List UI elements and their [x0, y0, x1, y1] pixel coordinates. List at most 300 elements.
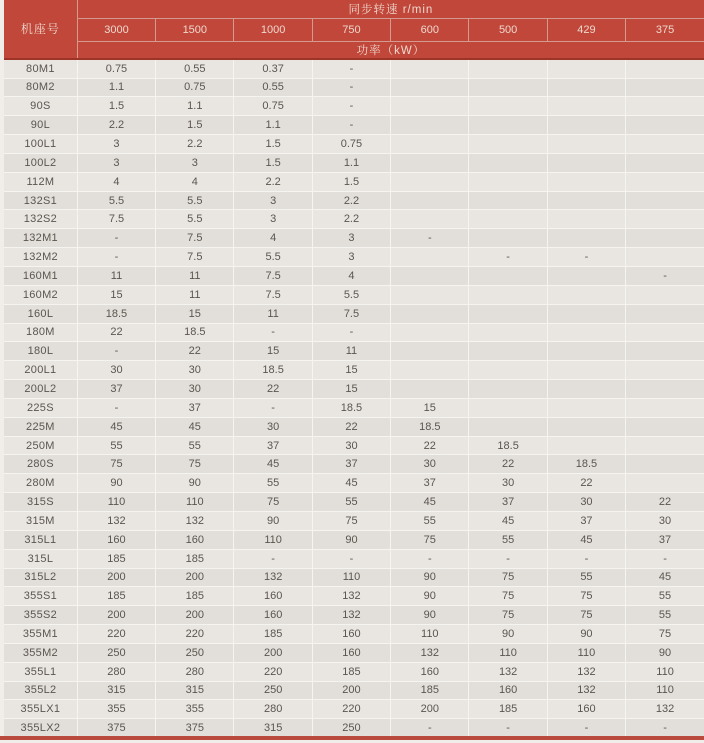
power-value-cell: 1.5 [77, 97, 155, 116]
power-value-cell: 55 [391, 511, 469, 530]
power-value-cell [626, 153, 704, 172]
power-value-cell [626, 78, 704, 97]
table-row [4, 398, 704, 417]
power-value-cell [391, 380, 469, 399]
power-value-cell: 75 [469, 587, 547, 606]
power-value-cell: 160 [234, 587, 312, 606]
frame-size-cell: 132S1 [4, 191, 77, 210]
power-value-cell: 45 [469, 511, 547, 530]
power-value-cell: - [391, 549, 469, 568]
power-value-cell: 30 [77, 361, 155, 380]
power-value-cell [391, 116, 469, 135]
power-value-cell: 30 [547, 493, 625, 512]
power-value-cell: - [469, 549, 547, 568]
table-row [4, 719, 704, 737]
power-value-cell [391, 304, 469, 323]
power-value-cell: 22 [312, 417, 390, 436]
power-value-cell: 315 [77, 681, 155, 700]
power-value-cell: 185 [156, 587, 234, 606]
power-value-cell [547, 342, 625, 361]
power-value-cell: 110 [312, 568, 390, 587]
power-value-cell: 200 [77, 606, 155, 625]
table-row [4, 700, 704, 719]
table-row [4, 135, 704, 154]
power-value-cell: 0.37 [234, 59, 312, 79]
table-row [4, 643, 704, 662]
table-row [4, 530, 704, 549]
power-value-cell: 110 [234, 530, 312, 549]
power-value-cell: 45 [547, 530, 625, 549]
power-value-cell: 185 [77, 549, 155, 568]
table-row [4, 116, 704, 135]
power-value-cell: 280 [234, 700, 312, 719]
power-value-cell: 185 [77, 587, 155, 606]
frame-size-cell: 80M1 [4, 59, 77, 79]
power-value-cell: 220 [77, 625, 155, 644]
power-value-cell: 160 [312, 643, 390, 662]
frame-size-cell: 80M2 [4, 78, 77, 97]
power-value-cell: 30 [156, 361, 234, 380]
power-value-cell [547, 135, 625, 154]
power-value-cell: 4 [77, 172, 155, 191]
power-value-cell: 185 [469, 700, 547, 719]
speed-column-header: 750 [312, 18, 390, 41]
power-value-cell: 37 [469, 493, 547, 512]
power-value-cell [547, 436, 625, 455]
power-value-cell: 132 [391, 643, 469, 662]
power-value-cell: 110 [469, 643, 547, 662]
power-value-cell [547, 380, 625, 399]
power-value-cell: 200 [312, 681, 390, 700]
table-row [4, 417, 704, 436]
frame-size-cell: 355LX1 [4, 700, 77, 719]
power-value-cell: 18.5 [77, 304, 155, 323]
power-value-cell: 55 [547, 568, 625, 587]
power-value-cell: - [391, 719, 469, 737]
power-value-cell [391, 248, 469, 267]
frame-size-cell: 355L2 [4, 681, 77, 700]
power-value-cell [469, 361, 547, 380]
frame-size-cell: 315L [4, 549, 77, 568]
power-value-cell [391, 361, 469, 380]
power-value-cell: 355 [156, 700, 234, 719]
power-value-cell: 55 [312, 493, 390, 512]
frame-size-cell: 355L1 [4, 662, 77, 681]
power-value-cell: 2.2 [312, 191, 390, 210]
table-row [4, 606, 704, 625]
power-value-cell [547, 398, 625, 417]
power-value-cell [547, 59, 625, 79]
power-value-cell: 132 [547, 662, 625, 681]
power-value-cell: 5.5 [77, 191, 155, 210]
power-value-cell: 1.1 [312, 153, 390, 172]
power-value-cell: 5.5 [234, 248, 312, 267]
table-row [4, 153, 704, 172]
power-value-cell [547, 304, 625, 323]
power-value-cell: 1.5 [234, 135, 312, 154]
power-value-cell: - [312, 97, 390, 116]
page-bottom-rule [0, 736, 704, 740]
power-value-cell: 22 [234, 380, 312, 399]
power-value-cell: 132 [77, 511, 155, 530]
table-row [4, 380, 704, 399]
power-value-cell: 1.1 [77, 78, 155, 97]
power-value-cell: - [547, 549, 625, 568]
power-value-cell: 18.5 [234, 361, 312, 380]
power-value-cell: 90 [77, 474, 155, 493]
power-value-cell: 1.5 [312, 172, 390, 191]
header-row-power-label [4, 41, 704, 59]
power-value-cell [626, 229, 704, 248]
power-value-cell [547, 116, 625, 135]
power-value-cell: 160 [234, 606, 312, 625]
power-value-cell: 90 [469, 625, 547, 644]
power-value-cell [547, 172, 625, 191]
power-value-cell: 18.5 [469, 436, 547, 455]
power-value-cell [469, 172, 547, 191]
frame-size-cell: 100L2 [4, 153, 77, 172]
frame-size-cell: 90S [4, 97, 77, 116]
power-value-cell: 5.5 [156, 191, 234, 210]
power-value-cell: - [547, 248, 625, 267]
frame-size-cell: 200L1 [4, 361, 77, 380]
power-value-cell: 132 [547, 681, 625, 700]
power-value-cell: 11 [156, 285, 234, 304]
power-value-cell [469, 398, 547, 417]
power-value-cell [547, 78, 625, 97]
power-value-cell [626, 191, 704, 210]
power-value-cell: 11 [156, 267, 234, 286]
table-row [4, 587, 704, 606]
power-value-cell: 37 [391, 474, 469, 493]
power-value-cell: 7.5 [156, 248, 234, 267]
power-value-cell: 7.5 [234, 285, 312, 304]
power-value-cell: 55 [626, 606, 704, 625]
power-value-cell [626, 380, 704, 399]
power-value-cell: 0.55 [234, 78, 312, 97]
power-value-cell: 4 [156, 172, 234, 191]
power-value-cell: 22 [626, 493, 704, 512]
power-value-cell: 22 [547, 474, 625, 493]
power-value-cell: 185 [156, 549, 234, 568]
power-value-cell: 200 [234, 643, 312, 662]
speed-column-header: 3000 [77, 18, 155, 41]
power-value-cell: 160 [469, 681, 547, 700]
power-value-cell: 15 [312, 380, 390, 399]
power-value-cell: 1.1 [234, 116, 312, 135]
power-value-cell: 75 [77, 455, 155, 474]
frame-size-cell: 225M [4, 417, 77, 436]
power-value-cell: 1.5 [234, 153, 312, 172]
power-value-cell: 132 [234, 568, 312, 587]
power-value-cell: 55 [234, 474, 312, 493]
table-row [4, 568, 704, 587]
power-value-cell: 90 [626, 643, 704, 662]
power-value-cell: 110 [156, 493, 234, 512]
power-value-cell: 55 [469, 530, 547, 549]
power-value-cell: 30 [469, 474, 547, 493]
power-value-cell: 11 [234, 304, 312, 323]
power-value-cell [547, 97, 625, 116]
table-row [4, 97, 704, 116]
frame-size-cell: 132S2 [4, 210, 77, 229]
frame-size-cell: 315L2 [4, 568, 77, 587]
frame-size-cell: 355M2 [4, 643, 77, 662]
power-value-cell: 30 [312, 436, 390, 455]
power-value-cell: 220 [312, 700, 390, 719]
frame-size-cell: 112M [4, 172, 77, 191]
power-value-cell: 15 [77, 285, 155, 304]
power-value-cell: 30 [391, 455, 469, 474]
power-value-cell: 75 [547, 587, 625, 606]
power-value-cell: 110 [77, 493, 155, 512]
power-value-cell: 2.2 [234, 172, 312, 191]
power-value-cell [469, 267, 547, 286]
power-value-cell: 15 [312, 361, 390, 380]
power-value-cell: 5.5 [312, 285, 390, 304]
power-value-cell: 37 [77, 380, 155, 399]
power-value-cell: 7.5 [77, 210, 155, 229]
power-value-cell: 90 [156, 474, 234, 493]
power-value-cell: 18.5 [391, 417, 469, 436]
power-value-cell: 55 [77, 436, 155, 455]
power-value-cell: 75 [469, 568, 547, 587]
power-value-cell: 160 [77, 530, 155, 549]
power-value-cell: 75 [156, 455, 234, 474]
power-value-cell [469, 135, 547, 154]
power-value-cell [391, 191, 469, 210]
power-value-cell: 220 [156, 625, 234, 644]
table-row [4, 474, 704, 493]
power-value-cell: 4 [312, 267, 390, 286]
power-value-cell: 75 [391, 530, 469, 549]
power-value-cell [391, 78, 469, 97]
power-value-cell [626, 172, 704, 191]
power-value-cell: 45 [312, 474, 390, 493]
power-value-cell: 7.5 [156, 229, 234, 248]
power-value-cell: - [234, 323, 312, 342]
frame-size-cell: 355S1 [4, 587, 77, 606]
frame-size-cell: 160M1 [4, 267, 77, 286]
table-row [4, 267, 704, 286]
table-row [4, 285, 704, 304]
power-value-cell: 55 [626, 587, 704, 606]
power-value-cell: 375 [77, 719, 155, 737]
table-row [4, 342, 704, 361]
power-value-cell: 3 [234, 191, 312, 210]
power-value-cell: 250 [312, 719, 390, 737]
power-value-cell: 250 [77, 643, 155, 662]
power-value-cell: 185 [391, 681, 469, 700]
power-value-cell [469, 304, 547, 323]
power-value-cell: 2.2 [156, 135, 234, 154]
table-row [4, 172, 704, 191]
table-row [4, 59, 704, 79]
power-value-cell [469, 380, 547, 399]
power-value-cell: 45 [626, 568, 704, 587]
frame-size-cell: 280M [4, 474, 77, 493]
frame-size-cell: 315M [4, 511, 77, 530]
power-value-cell [391, 153, 469, 172]
power-value-cell: - [312, 78, 390, 97]
frame-size-cell: 160M2 [4, 285, 77, 304]
table-row [4, 662, 704, 681]
power-value-cell: 280 [77, 662, 155, 681]
power-value-cell: 18.5 [547, 455, 625, 474]
power-value-cell: - [626, 719, 704, 737]
power-value-cell [391, 267, 469, 286]
header-row-speed-title [4, 0, 704, 18]
power-value-cell: - [234, 398, 312, 417]
power-value-cell: - [312, 549, 390, 568]
power-value-cell: 15 [391, 398, 469, 417]
power-value-cell [626, 248, 704, 267]
speed-column-header: 1500 [156, 18, 234, 41]
power-value-cell: 22 [156, 342, 234, 361]
power-value-cell: 15 [156, 304, 234, 323]
power-value-cell: 0.75 [156, 78, 234, 97]
sync-speed-title-header: 同步转速 r/min [77, 0, 704, 18]
table-row [4, 210, 704, 229]
power-value-cell: 45 [391, 493, 469, 512]
frame-size-cell: 180L [4, 342, 77, 361]
power-value-cell: 90 [391, 587, 469, 606]
power-value-cell: 22 [391, 436, 469, 455]
power-value-cell [626, 285, 704, 304]
power-value-cell: 3 [156, 153, 234, 172]
power-value-cell: - [312, 116, 390, 135]
power-value-cell: 4 [234, 229, 312, 248]
table-row [4, 436, 704, 455]
power-value-cell: 250 [156, 643, 234, 662]
power-value-cell [469, 210, 547, 229]
speed-column-header: 375 [626, 18, 704, 41]
power-value-cell: 30 [156, 380, 234, 399]
frame-size-cell: 355M1 [4, 625, 77, 644]
power-value-cell: 30 [234, 417, 312, 436]
power-value-cell: 90 [391, 568, 469, 587]
power-value-cell [626, 323, 704, 342]
power-value-cell: 30 [626, 511, 704, 530]
power-value-cell: - [77, 342, 155, 361]
power-value-cell: 0.75 [77, 59, 155, 79]
power-value-cell [547, 323, 625, 342]
power-value-cell: 3 [77, 135, 155, 154]
frame-size-cell: 280S [4, 455, 77, 474]
power-value-cell: 55 [156, 436, 234, 455]
frame-size-cell: 132M1 [4, 229, 77, 248]
table-row [4, 229, 704, 248]
frame-size-cell: 200L2 [4, 380, 77, 399]
power-value-cell [469, 59, 547, 79]
power-value-cell [547, 153, 625, 172]
table-row [4, 511, 704, 530]
table-row [4, 323, 704, 342]
power-value-cell: 7.5 [312, 304, 390, 323]
power-value-cell: 45 [77, 417, 155, 436]
power-value-cell [547, 361, 625, 380]
power-value-cell: 75 [312, 511, 390, 530]
power-value-cell: - [312, 323, 390, 342]
power-value-cell: 200 [156, 606, 234, 625]
power-value-cell: 220 [234, 662, 312, 681]
power-value-cell [391, 285, 469, 304]
power-value-cell: - [312, 59, 390, 79]
power-value-cell: 185 [312, 662, 390, 681]
power-value-cell [626, 342, 704, 361]
power-value-cell: 200 [156, 568, 234, 587]
power-value-cell: - [469, 248, 547, 267]
power-value-cell [469, 229, 547, 248]
table-row [4, 361, 704, 380]
power-value-cell: 0.55 [156, 59, 234, 79]
power-value-cell: 75 [547, 606, 625, 625]
power-value-cell: 3 [77, 153, 155, 172]
speed-column-header: 1000 [234, 18, 312, 41]
power-value-cell: 132 [626, 700, 704, 719]
power-value-cell: 75 [469, 606, 547, 625]
power-value-cell [469, 285, 547, 304]
power-value-cell: 11 [312, 342, 390, 361]
power-value-cell [469, 191, 547, 210]
power-value-cell [626, 474, 704, 493]
power-value-cell: 200 [391, 700, 469, 719]
power-value-cell: 110 [626, 681, 704, 700]
power-value-cell: 185 [234, 625, 312, 644]
power-value-cell: - [77, 398, 155, 417]
frame-size-cell: 100L1 [4, 135, 77, 154]
speed-column-header: 429 [547, 18, 625, 41]
power-value-cell: 132 [156, 511, 234, 530]
power-value-cell [547, 191, 625, 210]
power-value-cell [626, 59, 704, 79]
power-value-cell: - [547, 719, 625, 737]
power-value-cell: 90 [312, 530, 390, 549]
power-value-cell [469, 116, 547, 135]
frame-size-cell: 315L1 [4, 530, 77, 549]
power-value-cell: 18.5 [156, 323, 234, 342]
table-row [4, 455, 704, 474]
power-value-cell: 22 [77, 323, 155, 342]
power-value-cell: 45 [156, 417, 234, 436]
power-value-cell [469, 153, 547, 172]
power-value-cell: 90 [391, 606, 469, 625]
power-value-cell [626, 417, 704, 436]
table-row [4, 493, 704, 512]
power-value-cell [469, 97, 547, 116]
power-value-cell: 18.5 [312, 398, 390, 417]
power-value-cell: - [626, 549, 704, 568]
power-value-cell [547, 267, 625, 286]
power-value-cell: 2.2 [77, 116, 155, 135]
power-value-cell: 37 [626, 530, 704, 549]
power-value-cell: 75 [626, 625, 704, 644]
table-row [4, 248, 704, 267]
motor-power-rating-table [4, 0, 704, 737]
frame-size-cell: 315S [4, 493, 77, 512]
power-value-cell [469, 323, 547, 342]
table-row [4, 191, 704, 210]
power-value-cell: - [469, 719, 547, 737]
power-value-cell: 7.5 [234, 267, 312, 286]
power-value-cell: 22 [469, 455, 547, 474]
power-value-cell [391, 59, 469, 79]
power-value-cell: 250 [234, 681, 312, 700]
power-value-cell [469, 417, 547, 436]
frame-size-cell: 355S2 [4, 606, 77, 625]
power-value-cell [547, 285, 625, 304]
power-value-cell: 1.1 [156, 97, 234, 116]
